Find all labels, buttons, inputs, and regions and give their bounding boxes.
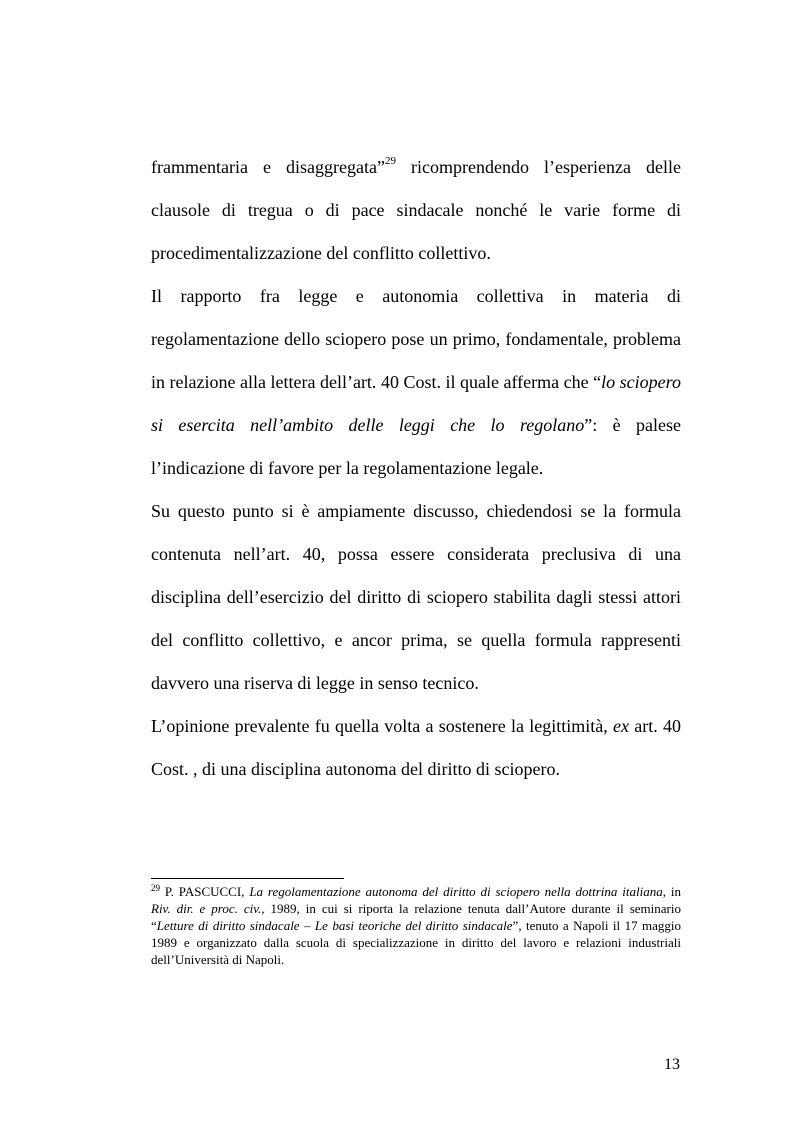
footnote [151,883,681,968]
footnote-29: $^{29}$ P. PASCUCCI, La regolamentazione autonoma del diritto di sciopero nella dottrina italiana, in Riv. dir. e proc. civ., 1989, in cui si riporta la relazione tenuta dall’Autore durante il seminario “Letture di diritto sindacale – Le basi teoriche del diritto sindacale”, tenuto a Napoli il 17 maggio 1989 e organizzato dalla scuola di specializzazione in diritto del lavoro e relazioni industriali dell’Università di Napoli. [151,883,681,967]
page-number: 13 [664,1056,680,1073]
constitution-quote: lo sciopero si esercita nell’ambito delle leggi che lo regolano [151,372,681,435]
footnote-title: La regolamentazione autonoma del diritto di sciopero nella dottrina italiana [249,884,663,899]
paragraph-3: Su questo punto si è ampiamente discusso, chiedendosi se la formula contenuta nell’art. 40, possa essere considerata preclusiva di una disciplina dell’esercizio del diritto di sciopero stabilita dagli stessi attori del conflitto collettivo, e ancor prima, se quella formula rappresenti davvero una riserva di legge in senso tecnico. [151,501,681,693]
footnote-number: 29 [151,883,160,893]
footnote-separator [151,878,344,879]
paragraph-1: frammentaria e disaggregata”$^{29}$ ricomprendendo l’esperienza delle clausole di tregua o di pace sindacale nonché le varie forme di procedimentalizzazione del conflitto collettivo. [151,155,681,263]
footnote-seminar: Letture di diritto sindacale – Le basi teoriche del diritto sindacale [156,918,513,933]
footnote-journal: Riv. dir. e proc. civ. [151,901,262,916]
paragraph-2: Il rapporto fra legge e autonomia collettiva in materia di regolamentazione dello sciopero pose un primo, fondamentale, problema in relazione alla lettera dell’art. 40 Cost. il quale afferma che “lo sciopero si esercita nell’ambito delle leggi che lo regolano”: è palese l’indicazione di favore per la regolamentazione legale. [151,286,682,478]
footnote-reference[interactable]: 29 [384,155,396,167]
paragraph-4: L’opinione prevalente fu quella volta a sostenere la legittimità, ex art. 40 Cost. , di una disciplina autonoma del diritto di sciopero. [151,716,682,779]
body-text [151,146,681,791]
ex-italic: ex [613,716,629,736]
